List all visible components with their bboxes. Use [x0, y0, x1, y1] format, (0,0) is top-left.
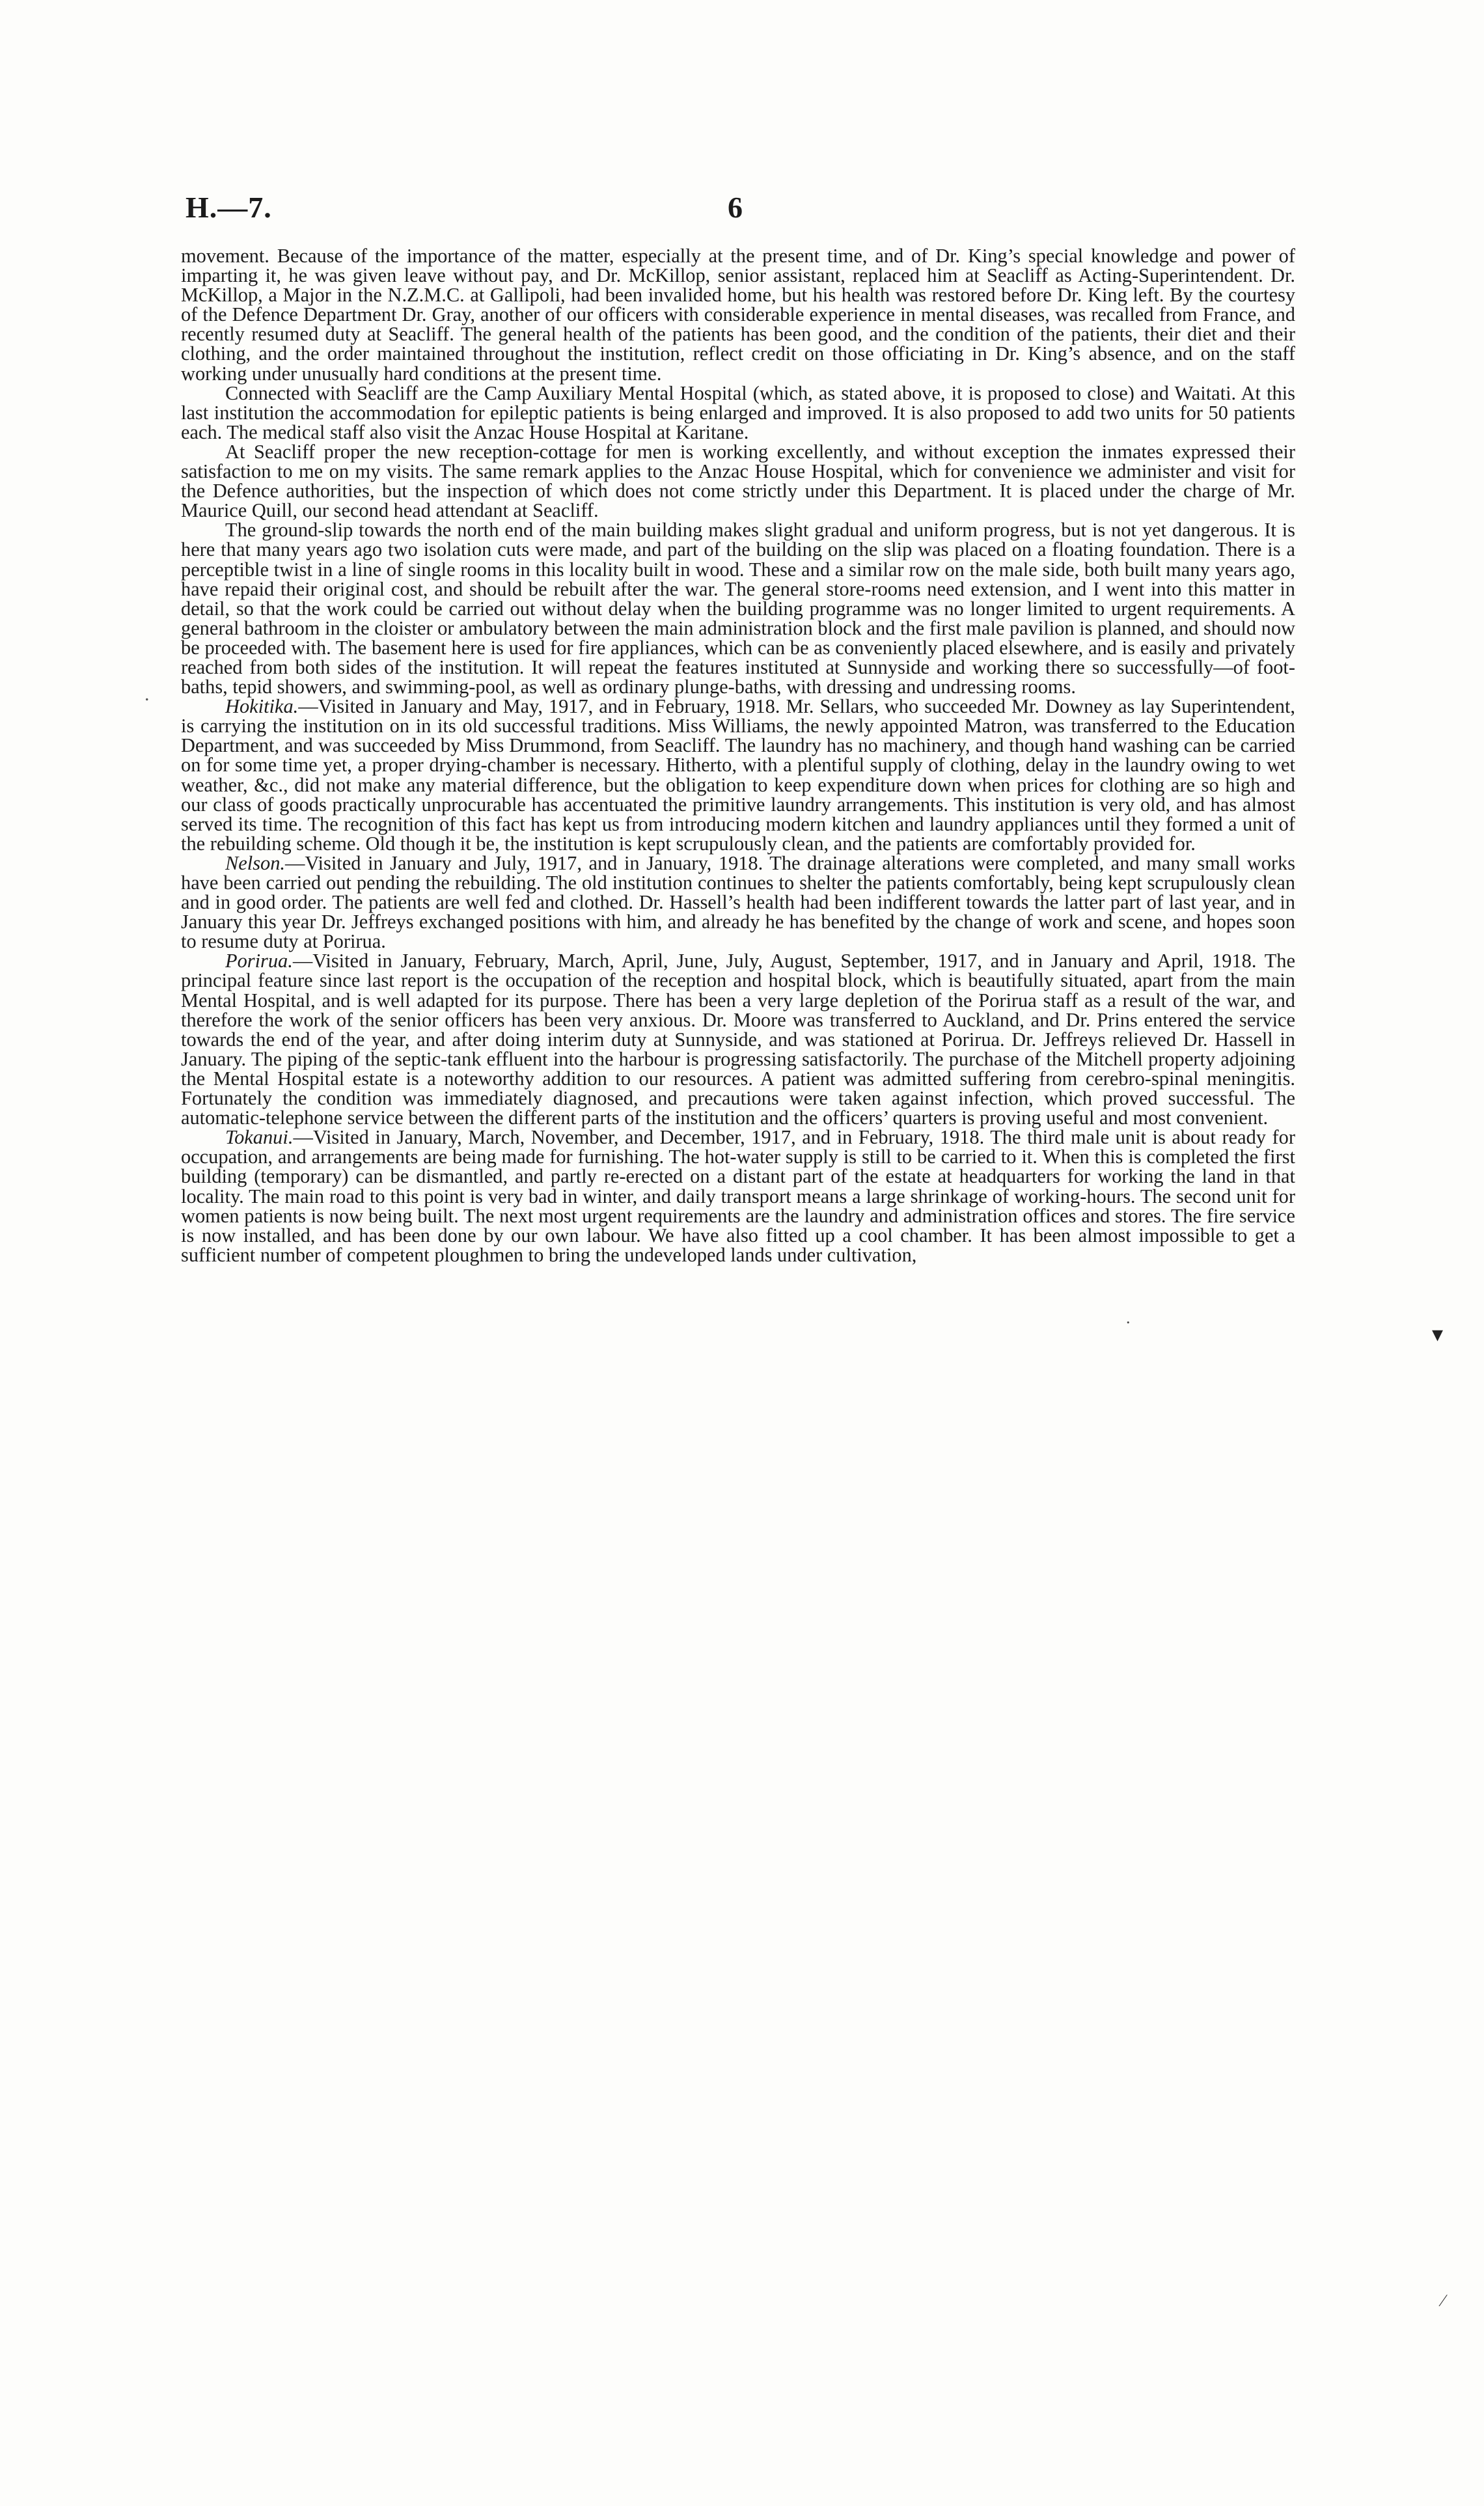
place-name: Hokitika. — [225, 695, 299, 718]
paragraph-tokanui — [181, 1127, 1295, 1265]
place-name: Nelson. — [225, 851, 286, 874]
margin-speck: . — [144, 683, 150, 705]
margin-speck: . — [1126, 1308, 1131, 1327]
margin-speck: ⁄ — [1442, 2291, 1445, 2310]
paragraph-seacliff-ground-slip — [181, 520, 1295, 696]
paragraph-text: Connected with Seacliff are the Camp Auxiliary Mental Hospital (which, as stated above, it is proposed to close) and Waitati. At this last institution the accommodation for epileptic patients is being enlarged and improved. It is also proposed to add two units for 50 patients each. The medical staff also visit the Anzac House Hospital at Karitane. — [181, 381, 1295, 443]
paragraph-porirua — [181, 951, 1295, 1127]
page-header — [186, 190, 1298, 229]
place-name: Tokanui. — [225, 1126, 294, 1149]
paragraph-seacliff-auxiliary — [181, 383, 1295, 442]
paragraph-seacliff-staff — [181, 246, 1295, 383]
paragraph-text: —Visited in January and July, 1917, and in January, 1918. The drainage alterations were completed, and many small works have been carried out pending the rebuilding. The old institution continues to shelter the patients comfortably, being kept scrupulously clean and in good order. The patients are well fed and clothed. Dr. Hassell’s health had been indifferent towards the latter part of last year, and in January this year Dr. Jeffreys exchanged positions with him, and already he has benefited by the change of work and scene, and hopes soon to resume duty at Porirua. — [181, 851, 1295, 953]
paragraph-hokitika — [181, 696, 1295, 853]
body-text — [181, 246, 1295, 1265]
page-reference: H.—7. — [186, 191, 272, 224]
paragraph-text: —Visited in January, February, March, April, June, July, August, September, 1917, and in January and April, 1918. The principal feature since last report is the occupation of the reception and hospital block, which is beautifully situated, apart from the main Mental Hospital, and is well adapted for its purpose. There has been a very large depletion of the Porirua staff as a result of the war, and therefore the work of the senior officers has been very anxious. Dr. Moore was transferred to Auckland, and Dr. Prins entered the service towards the end of the year, and after doing interim duty at Sunnyside, and was stationed at Porirua. Dr. Jeffreys relieved Dr. Hassell in January. The piping of the septic-tank effluent into the harbour is progressing satisfactorily. The purchase of the Mitchell property adjoining the Mental Hospital estate is a noteworthy addition to our resources. A patient was admitted suffering from cerebro-spinal meningitis. Fortunately the condition was immediately diagnosed, and precautions were taken against infection, which proved successful. The automatic-telephone service between the different parts of the institution and the officers’ quarters is proving useful and most convenient. — [181, 950, 1295, 1129]
paragraph-text: The ground-slip towards the north end of the main building makes slight gradual and uniform progress, but is not yet dangerous. It is here that many years ago two isolation cuts were made, and part of the building on the slip was placed on a floating foundation. There is a perceptible twist in a line of single rooms in this locality built in wood. These and a similar row on the male side, both built many years ago, have repaid their original cost, and should be rebuilt after the war. The general store-rooms need extension, and I went into this matter in detail, so that the work could be carried out without delay when the building programme was no longer limited to urgent requirements. A general bathroom in the cloister or ambulatory between the main administration block and the first male pavilion is planned, and should now be proceeded with. The basement here is used for fire appliances, which can be as conveniently placed elsewhere, and is easily and privately reached from both sides of the institution. It will repeat the features instituted at Sunnyside and working there so successfully—of foot-baths, tepid showers, and swimming-pool, as well as ordinary plunge-baths, with dressing and undressing rooms. — [181, 519, 1295, 698]
paragraph-text: —Visited in January, March, November, and December, 1917, and in February, 1918. The third male unit is about ready for occupation, and arrangements are being made for furnishing. The hot-water supply is still to be carried to it. When this is completed the first building (temporary) can be dismantled, and partly re-erected on a distant part of the estate at headquarters for working the land in that locality. The main road to this point is very bad in winter, and daily transport means a large shrinkage of working-hours. The second unit for women patients is now being built. The next most urgent requirements are the laundry and administration offices and stores. The fire service is now installed, and has been done by our own labour. We have also fitted up a cool chamber. It has been almost impossible to get a sufficient number of competent ploughmen to bring the undeveloped lands under cultivation, — [181, 1126, 1295, 1266]
page-number: 6 — [728, 191, 743, 224]
paragraph-text: movement. Because of the importance of the matter, especially at the present time, and of Dr. King’s special knowledge and power of imparting it, he was given leave without pay, and Dr. McKillop, senior assistant, replaced him at Seacliff as Acting-Superintendent. Dr. McKillop, a Major in the N.Z.M.C. at Gallipoli, had been invalided home, but his health was restored before Dr. King left. By the courtesy of the Defence Department Dr. Gray, another of our officers with considerable experience in mental diseases, was recalled from France, and recently resumed duty at Seacliff. The general health of the patients has been good, and the condition of the patients, their diet and their clothing, and the order maintained throughout the institution, reflect credit on those officiating in Dr. King’s absence, and on the staff working under unusually hard conditions at the present time. — [181, 245, 1295, 385]
paragraph-nelson — [181, 853, 1295, 951]
paragraph-seacliff-reception — [181, 442, 1295, 520]
place-name: Porirua. — [225, 950, 293, 972]
paragraph-text: —Visited in January and May, 1917, and in February, 1918. Mr. Sellars, who succeeded Mr. Downey as lay Superintendent, is carrying the institution on in its old successful traditions. Miss Williams, the newly appointed Matron, was transferred to the Education Department, and was succeeded by Miss Drummond, from Seacliff. The laundry has no machinery, and though hand washing can be carried on for some time yet, a proper drying-chamber is necessary. Hitherto, with a plentiful supply of clothing, delay in the laundry owing to wet weather, &c., did not make any material difference, but the obligation to keep expenditure down when prices for clothing are so high and our class of goods practically unprocurable has accentuated the primitive laundry arrangements. This institution is very old, and has almost served its time. The recognition of this fact has kept us from introducing modern kitchen and laundry appliances until they formed a unit of the rebuilding scheme. Old though it be, the institution is kept scrupulously clean, and the patients are comfortably provided for. — [181, 695, 1295, 855]
margin-speck: ▾ — [1432, 1323, 1444, 1347]
paragraph-text: At Seacliff proper the new reception-cottage for men is working excellently, and without exception the inmates expressed their satisfaction to me on my visits. The same remark applies to the Anzac House Hospital, which for convenience we administer and visit for the Defence authorities, but the inspection of which does not come strictly under this Department. It is placed under the charge of Mr. Maurice Quill, our second head attendant at Seacliff. — [181, 440, 1295, 522]
